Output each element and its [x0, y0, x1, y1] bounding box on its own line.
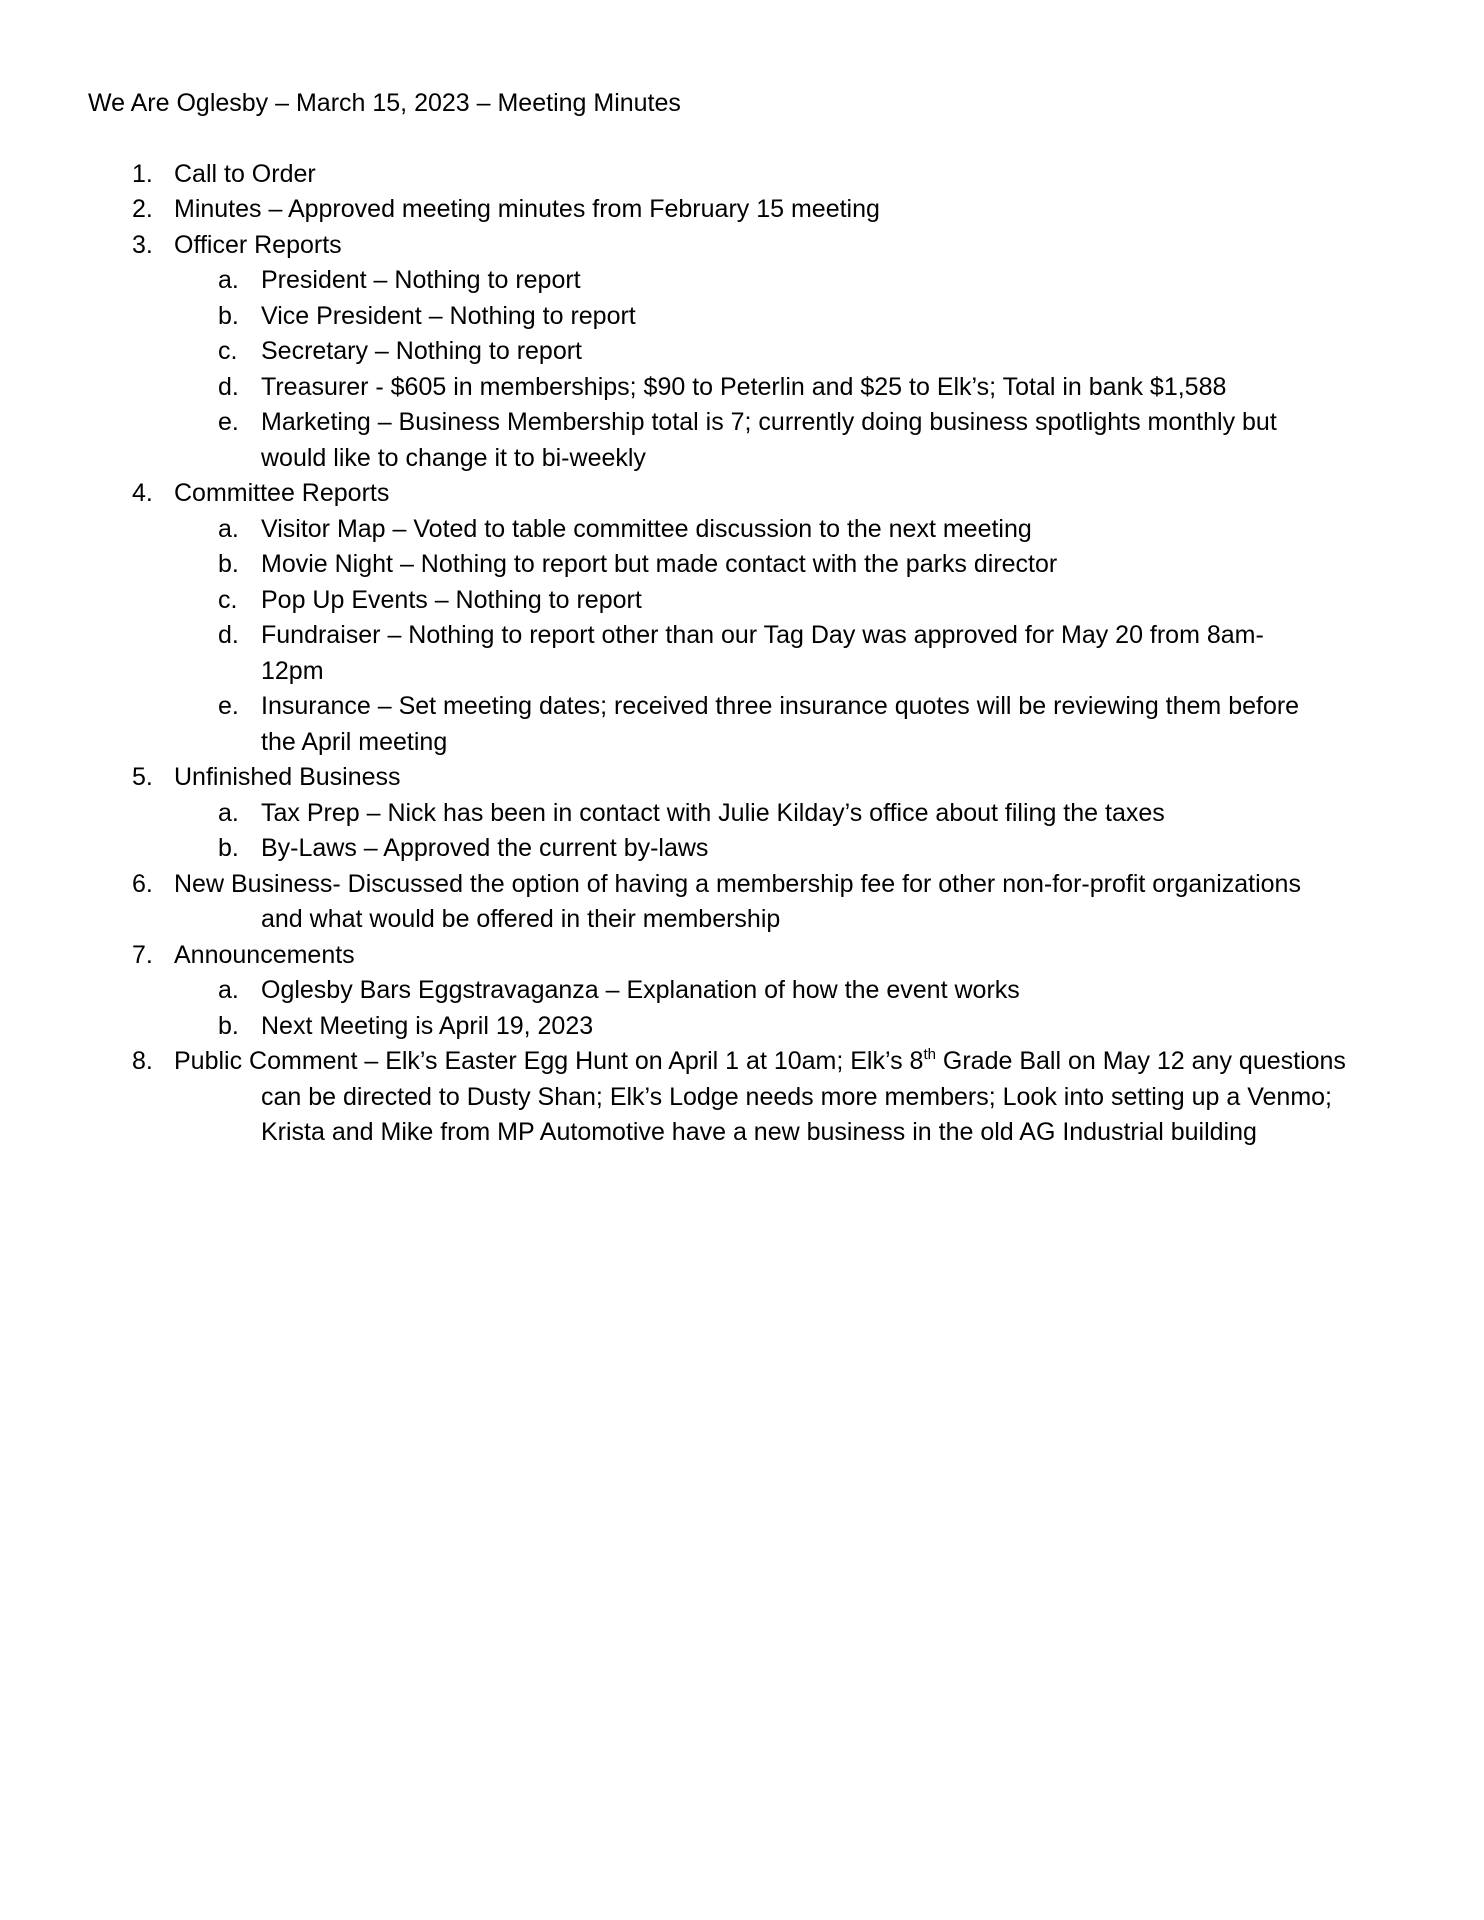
sub-item [88, 1009, 1418, 1045]
sub-item-text: Fundraiser – Nothing to report other than our Tag Day was approved for May 20 from 8am- [261, 621, 1264, 649]
item-text-part2: Grade Ball on May 12 any questions [935, 1047, 1346, 1075]
sub-item-letter: a. [218, 266, 239, 294]
item-number: 4. [132, 479, 153, 507]
sub-item-letter: d. [218, 372, 239, 401]
sub-item [88, 831, 1418, 867]
sub-item-continuation [88, 654, 1418, 690]
sub-item-letter: a. [218, 798, 239, 827]
sub-item [88, 583, 1418, 619]
sub-item [88, 973, 1418, 1009]
sub-item [88, 512, 1418, 548]
sub-item-continuation [88, 725, 1418, 761]
item-number: 3. [132, 230, 153, 259]
sub-item [88, 299, 1418, 335]
sub-item [88, 547, 1418, 583]
sub-item [88, 370, 1418, 406]
sub-item-text: Insurance – Set meeting dates; received three insurance quotes will be reviewing them before [261, 692, 1300, 720]
sub-item-letter: b. [218, 834, 239, 862]
agenda-item-6 [88, 867, 1418, 903]
sub-item [88, 263, 1418, 299]
sub-item-text: Pop Up Events – Nothing to report [261, 585, 642, 614]
agenda-item-7 [88, 938, 1418, 974]
agenda-item-3 [88, 228, 1418, 264]
sub-item-letter: e. [218, 408, 239, 436]
item-text: Minutes – Approved meeting minutes from February 15 meeting [174, 195, 880, 223]
item-continuation-line: can be directed to Dusty Shan; Elk’s Lodge needs more members; Look into setting up a Venmo; [261, 1082, 1332, 1111]
minutes-page [88, 86, 1418, 1151]
item-text: New Business- Discussed the option of having a membership fee for other non-for-profit organizations [174, 869, 1301, 898]
item-number: 2. [132, 195, 153, 223]
agenda-item-4 [88, 476, 1418, 512]
sub-item-text: President – Nothing to report [261, 266, 581, 294]
sub-item-letter: b. [218, 550, 239, 578]
item-number: 7. [132, 940, 153, 969]
sub-item-text: Marketing – Business Membership total is 7; currently doing business spotlights monthly but [261, 408, 1277, 436]
item-continuation-line: and what would be offered in their membership [261, 905, 781, 933]
sub-item-text: Oglesby Bars Eggstravaganza – Explanation of how the event works [261, 976, 1020, 1004]
sub-item-text: Visitor Map – Voted to table committee discussion to the next meeting [261, 514, 1032, 543]
sub-item-text: the April meeting [261, 727, 448, 756]
agenda-item-2 [88, 192, 1418, 228]
sub-item-letter: b. [218, 1011, 239, 1040]
item-text: Committee Reports [174, 479, 390, 507]
sub-item-letter: a. [218, 976, 239, 1004]
sub-item-continuation [88, 441, 1418, 477]
sub-item [88, 334, 1418, 370]
item-text-superscript: th [923, 1046, 936, 1063]
item-continuation-line: Krista and Mike from MP Automotive have a new business in the old AG Industrial building [261, 1118, 1257, 1146]
sub-item-text: Next Meeting is April 19, 2023 [261, 1011, 594, 1040]
sub-item-text: 12pm [261, 656, 324, 685]
document-title: We Are Oglesby – March 15, 2023 – Meeting Minutes [88, 89, 681, 117]
agenda-item-1 [88, 157, 1418, 193]
sub-item [88, 689, 1418, 725]
sub-item-text: Treasurer - $605 in memberships; $90 to Peterlin and $25 to Elk’s; Total in bank $1,588 [261, 372, 1227, 401]
item-text: Officer Reports [174, 230, 342, 259]
sub-item-letter: d. [218, 621, 239, 649]
item-text: Unfinished Business [174, 763, 401, 791]
sub-item-letter: e. [218, 692, 239, 720]
item-text: Call to Order [174, 159, 316, 188]
item-number: 6. [132, 869, 153, 898]
sub-item-text: Secretary – Nothing to report [261, 337, 582, 365]
item-number: 5. [132, 763, 153, 791]
item-number: 8. [132, 1047, 153, 1075]
item-number: 1. [132, 159, 153, 188]
sub-item-text: Tax Prep – Nick has been in contact with Julie Kilday’s office about filing the taxes [261, 798, 1165, 827]
agenda-item-5 [88, 760, 1418, 796]
minutes-list [88, 157, 1418, 1045]
item-text: Announcements [174, 940, 355, 969]
sub-item-text: would like to change it to bi-weekly [261, 443, 646, 472]
sub-item-letter: b. [218, 301, 239, 330]
sub-item [88, 405, 1418, 441]
sub-item-text: Vice President – Nothing to report [261, 301, 636, 330]
sub-item-letter: c. [218, 585, 238, 614]
sub-item [88, 618, 1418, 654]
sub-item-letter: c. [218, 337, 238, 365]
sub-item-text: Movie Night – Nothing to report but made contact with the parks director [261, 550, 1058, 578]
sub-item-letter: a. [218, 514, 239, 543]
sub-item [88, 796, 1418, 832]
item-text-part1: Public Comment – Elk’s Easter Egg Hunt on April 1 at 10am; Elk’s 8 [174, 1047, 924, 1075]
sub-item-text: By-Laws – Approved the current by-laws [261, 834, 709, 862]
agenda-item-8 [88, 1044, 1418, 1080]
